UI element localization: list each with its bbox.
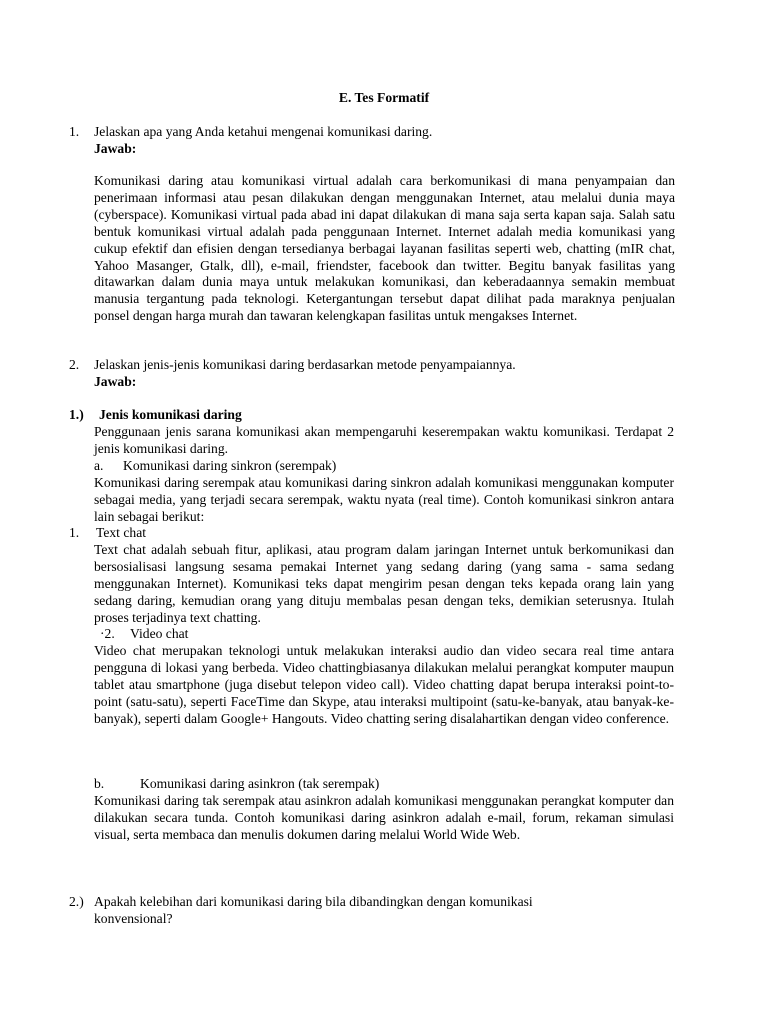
item-2-number: ·2. — [100, 626, 115, 641]
subsection-b-title: Komunikasi daring asinkron (tak serempak) — [140, 776, 380, 791]
subsection-b-text: Komunikasi daring tak serempak atau asinkron adalah komunikasi menggunakan perangkat komputer dan dilakukan secara tunda. Contoh komunikasi daring asinkron adalah e-mail, forum, rekaman simulasi visual, serta membaca dan menulis dokumen daring melalui World Wide Web. — [94, 793, 674, 842]
item-1-text: Text chat adalah sebuah fitur, aplikasi, atau program dalam jaringan Internet untuk berkomunikasi dan bersosialisasi langsung sesama pemakai Internet yang sedang daring (yang sama - sama sedang menggunakan Internet). Komunikasi teks dapat mengirim pesan dengan teks kepada orang lain yang sedang daring, kemudian orang yang dituju membalas pesan dengan teks, demikian seterusnya. Itulah proses terjadinya text chatting. — [94, 542, 674, 625]
item-2-text: Video chat merupakan teknologi untuk melakukan interaksi audio dan video secara real time antara pengguna di lokasi yang berbeda. Video chattingbiasanya dilakukan melalui perangkat komputer maupun tablet atau smartphone (juga disebut telepon video call). Video chatting dapat berupa interaksi point-to-point (satu-satu), seperti FaceTime dan Skype, atau interaksi multipoint (satu-ke-banyak, atau banyak-ke-banyak), seperti dalam Google+ Hangouts. Video chatting sering disalahartikan dengan video conference. — [94, 643, 674, 726]
subsection-a-label: a. — [94, 458, 104, 473]
question-1-answer: Komunikasi daring atau komunikasi virtual adalah cara berkomunikasi di mana penyampaian dan penerimaan informasi atau pesan dilakukan dengan menggunakan Internet, atau melalui dunia maya (cyberspace). Komunikasi virtual pada abad ini dapat dilakukan di mana saja serta kapan saja. Salah satu bentuk komunikasi virtual adalah pada penggunaan Internet. Internet adalah media komunikasi yang cukup efektif dan efisien dengan tersedianya berbagai layanan fasilitas seperti web, chatting (mIR chat, Yahoo Masanger, Gtalk, dll), e-mail, friendster, facebook dan twitter. Begitu banyak fasilitas yang ditawarkan dalam dunia maya untuk melakukan komunikasi, dan keberadaannya semakin membuat manusia tergantung pada teknologi. Ketergantungan tersebut dapat dilihat pada maraknya penjualan ponsel dengan harga murah dan tawaran kelengkapan fasilitas untuk mengakses Internet. — [94, 173, 675, 324]
page-title: E. Tes Formatif — [338, 90, 430, 105]
subsection-a-text: Komunikasi daring serempak atau komunikasi daring sinkron adalah komunikasi menggunakan komputer sebagai media, yang terjadi secara serempak, waktu nyata (real time). Contoh komunikasi sinkron antara lain sebagai berikut: — [94, 475, 674, 524]
question-2-text: Jelaskan jenis-jenis komunikasi daring berdasarkan metode penyampaiannya. — [94, 357, 516, 372]
subsection-b-label: b. — [94, 776, 105, 791]
section-1-intro: Penggunaan jenis sarana komunikasi akan mempengaruhi keserempakan waktu komunikasi. Terdapat 2 jenis komunikasi daring. — [94, 424, 674, 456]
section-1-heading: Jenis komunikasi daring — [99, 407, 242, 422]
question-1-answer-label: Jawab: — [94, 141, 137, 156]
section-2-number: 2.) — [69, 894, 84, 909]
question-2-number: 2. — [69, 357, 80, 372]
item-1-number: 1. — [69, 525, 80, 540]
question-2-answer-label: Jawab: — [94, 374, 137, 389]
section-2-question: Apakah kelebihan dari komunikasi daring bila dibandingkan dengan komunikasi konvensional? — [94, 894, 533, 926]
question-1-text: Jelaskan apa yang Anda ketahui mengenai komunikasi daring. — [94, 124, 433, 139]
item-1-title: Text chat — [96, 525, 147, 540]
item-2-title: Video chat — [130, 626, 189, 641]
question-1-number: 1. — [69, 124, 80, 139]
subsection-a-title: Komunikasi daring sinkron (serempak) — [123, 458, 337, 473]
section-1-number: 1.) — [69, 407, 84, 422]
